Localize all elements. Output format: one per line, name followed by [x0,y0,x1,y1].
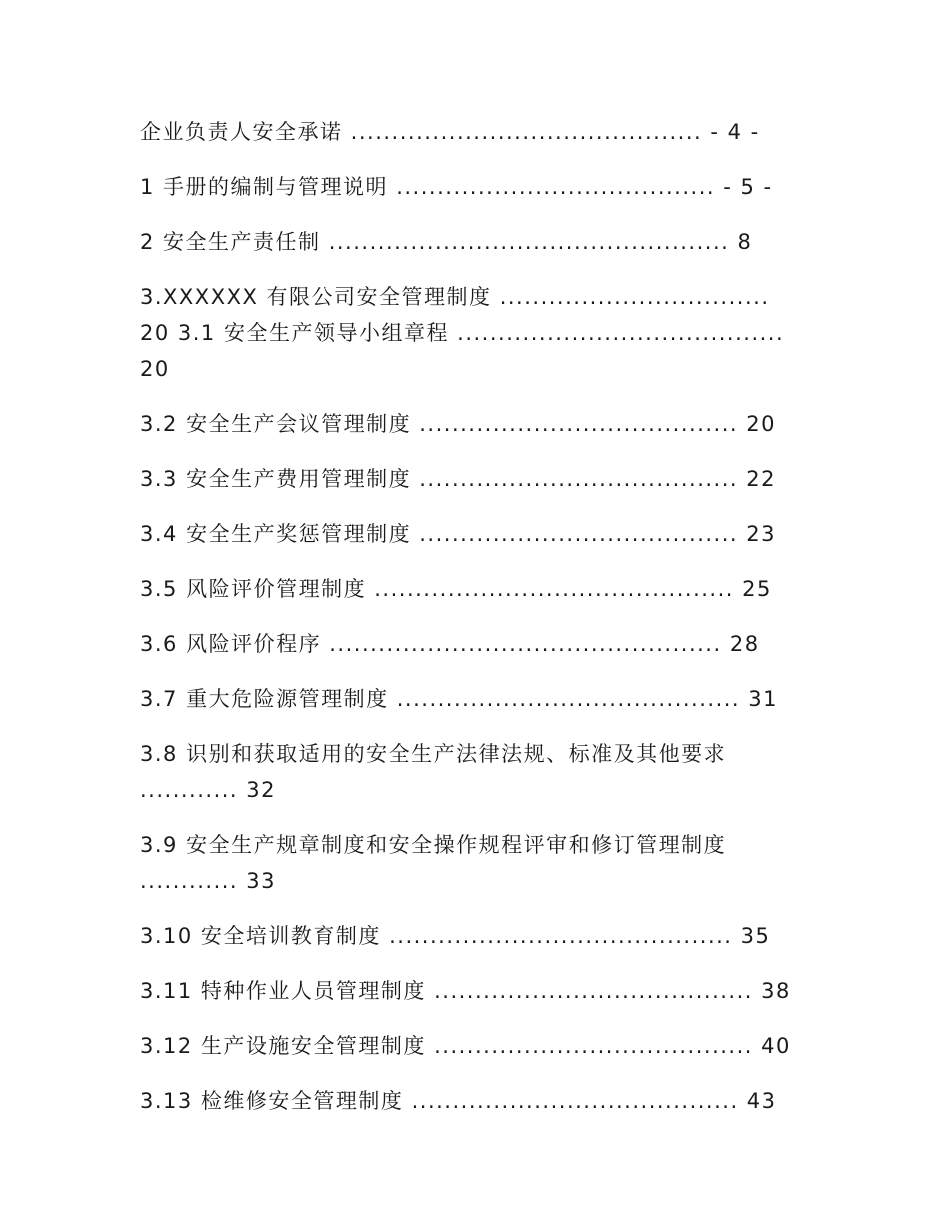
toc-entry-3-12[interactable]: 3.12 生产设施安全管理制度 ....................................... 40 [140,1034,791,1058]
toc-entry-3-line2: 20 3.1 安全生产领导小组章程 ........................................ [140,321,785,345]
toc-entry-3-13[interactable]: 3.13 检维修安全管理制度 ........................................ 43 [140,1089,777,1113]
toc-entry-3-line3: 20 [140,357,170,381]
toc-entry-1[interactable]: 1 手册的编制与管理说明 ....................................... - 5 - [140,175,773,199]
toc-entry-3-11[interactable]: 3.11 特种作业人员管理制度 ....................................... 38 [140,979,791,1003]
toc-entry-3-4[interactable]: 3.4 安全生产奖惩管理制度 ....................................... 23 [140,522,776,546]
toc-entry-3-9-line1: 3.9 安全生产规章制度和安全操作规程评审和修订管理制度 [140,833,727,857]
toc-entry-3-3[interactable]: 3.3 安全生产费用管理制度 ....................................... 22 [140,467,776,491]
toc-entry-3-2[interactable]: 3.2 安全生产会议管理制度 ....................................... 20 [140,412,776,436]
toc-entry-3-10[interactable]: 3.10 安全培训教育制度 .......................................... 35 [140,924,771,948]
toc-entry-3-8[interactable] [140,736,810,808]
toc-entry-3-9-line2: ............ 33 [140,869,277,893]
toc-entry-3-line1: 3.XXXXXX 有限公司安全管理制度 ................................. [140,285,770,309]
toc-entry-2[interactable]: 2 安全生产责任制 ................................................. 8 [140,230,753,254]
toc-entry-3-8-line2: ............ 32 [140,778,277,802]
toc-entry-3-7[interactable]: 3.7 重大危险源管理制度 .......................................... 31 [140,687,779,711]
toc-entry-commitment[interactable]: 企业负责人安全承诺 ........................................... - 4 - [140,120,760,144]
toc-entry-3-5[interactable]: 3.5 风险评价管理制度 ............................................ 25 [140,577,772,601]
toc-entry-3-9[interactable] [140,827,810,899]
toc-entry-3-8-line1: 3.8 识别和获取适用的安全生产法律法规、标准及其他要求 [140,742,727,766]
table-of-contents [140,114,810,1138]
toc-entry-3-6[interactable]: 3.6 风险评价程序 ................................................ 28 [140,632,760,656]
toc-entry-3[interactable] [140,279,810,387]
